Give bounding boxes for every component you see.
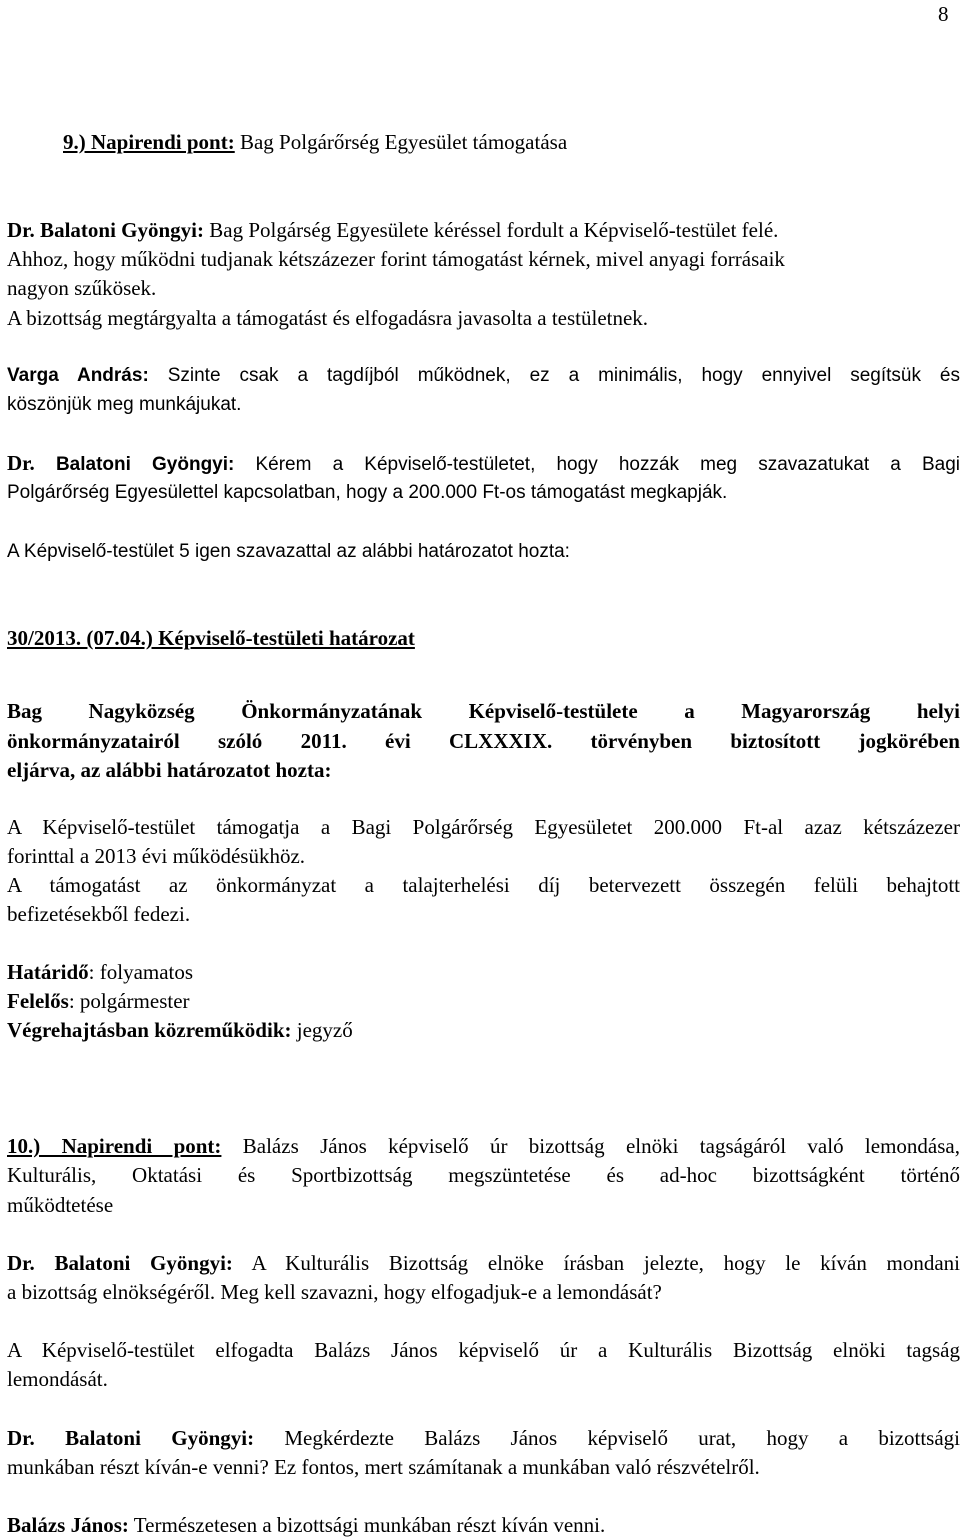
resolution-preamble: önkormányzatairól szóló 2011. évi CLXXXIX. törvényben biztosított jogkörében	[7, 729, 960, 753]
speaker-name: Balázs János:	[7, 1513, 129, 1537]
paragraph-line	[7, 1425, 960, 1451]
paragraph-text: A Kulturális Bizottság elnöke írásban jelezte, hogy le kíván mondani	[232, 1251, 960, 1275]
resolution-text: forinttal a 2013 évi működésükhöz.	[7, 844, 306, 868]
paragraph-text: Kérem a Képviselő-testületet, hogy hozzák meg szavazatukat a Bagi	[234, 454, 960, 475]
resolution-text: A Képviselő-testület támogatja a Bagi Polgárőrség Egyesületet 200.000 Ft-al azaz kétszázezer	[7, 815, 960, 839]
agenda-item-title: működtetése	[7, 1193, 114, 1217]
execution-contributor: Végrehajtásban közreműködik: jegyző	[7, 1018, 353, 1042]
paragraph-text: Megkérdezte Balázs János képviselő urat, hogy a bizottsági	[254, 1426, 960, 1450]
paragraph-text: Bag Polgárség Egyesülete kéréssel fordult a Képviselő-testület felé.	[204, 218, 779, 242]
paragraph-line	[7, 217, 960, 243]
resolution-preamble: eljárva, az alábbi határozatot hozta:	[7, 758, 332, 782]
paragraph-line	[7, 1250, 960, 1276]
paragraph-line: a bizottság elnökségéről. Meg kell szavazni, hogy elfogadjuk-e a lemondását?	[7, 1280, 662, 1304]
agenda-item-10-heading	[7, 1133, 960, 1159]
speaker-name: Dr. Balatoni Gyöngyi:	[7, 1426, 255, 1450]
paragraph-line	[7, 450, 960, 478]
paragraph-line: nagyon szűkösek.	[7, 276, 157, 300]
resolution-text: befizetésekből fedezi.	[7, 902, 191, 926]
agenda-item-title: Bag Polgárőrség Egyesület támogatása	[234, 130, 568, 154]
speaker-name: Varga András:	[7, 365, 149, 386]
resolution-text: A támogatást az önkormányzat a talajterhelési díj betervezett összegén felüli behajtott	[7, 873, 960, 897]
paragraph-line: munkában részt kíván-e venni? Ez fontos, mert számítanak a munkában való részvételről.	[7, 1455, 760, 1479]
paragraph-line: köszönjük meg munkájukat.	[7, 394, 242, 415]
resolution-preamble: Bag Nagyközség Önkormányzatának Képviselő-testülete a Magyarország helyi	[7, 699, 960, 723]
paragraph-line: lemondását.	[7, 1367, 108, 1391]
paragraph-line: Polgárőrség Egyesülettel kapcsolatban, hogy a 200.000 Ft-os támogatást megkapják.	[7, 482, 728, 503]
speaker-name: Balatoni Gyöngyi:	[34, 454, 235, 475]
deadline: Határidő: folyamatos	[7, 960, 194, 984]
agenda-item-label: 9.) Napirendi pont:	[63, 130, 235, 154]
vote-result: A Képviselő-testület 5 igen szavazattal az alábbi határozatot hozta:	[7, 541, 570, 562]
paragraph-line	[7, 363, 960, 389]
paragraph-text: Természetesen a bizottsági munkában részt kíván venni.	[128, 1513, 606, 1537]
agenda-item-title: Kulturális, Oktatási és Sportbizottság megszüntetése és ad-hoc bizottságként történő	[7, 1163, 960, 1187]
paragraph-line: A bizottság megtárgyalta a támogatást és elfogadásra javasolta a testületnek.	[7, 306, 649, 330]
speaker-name: Dr. Balatoni Gyöngyi:	[7, 218, 204, 242]
responsible: Felelős: polgármester	[7, 989, 190, 1013]
agenda-item-title: Balázs János képviselő úr bizottság elnöki tagságáról való lemondása,	[221, 1134, 960, 1158]
paragraph-line: Ahhoz, hogy működni tudjanak kétszázezer forint támogatást kérnek, mivel anyagi forrásaik	[7, 247, 785, 271]
paragraph-line: A Képviselő-testület elfogadta Balázs János képviselő úr a Kulturális Bizottság elnöki tagság	[7, 1338, 960, 1362]
agenda-item-9-heading	[63, 129, 960, 155]
resolution-title: 30/2013. (07.04.) Képviselő-testületi határozat	[7, 626, 415, 650]
speaker-name: Dr. Balatoni Gyöngyi:	[7, 1251, 233, 1275]
paragraph-text: Szinte csak a tagdíjból működnek, ez a minimális, hogy ennyivel segítsük és	[148, 365, 960, 386]
speaker-title: Dr.	[7, 451, 35, 475]
page-number: 8	[938, 2, 949, 26]
agenda-item-label: 10.) Napirendi pont:	[7, 1134, 222, 1158]
paragraph-line	[7, 1512, 960, 1538]
